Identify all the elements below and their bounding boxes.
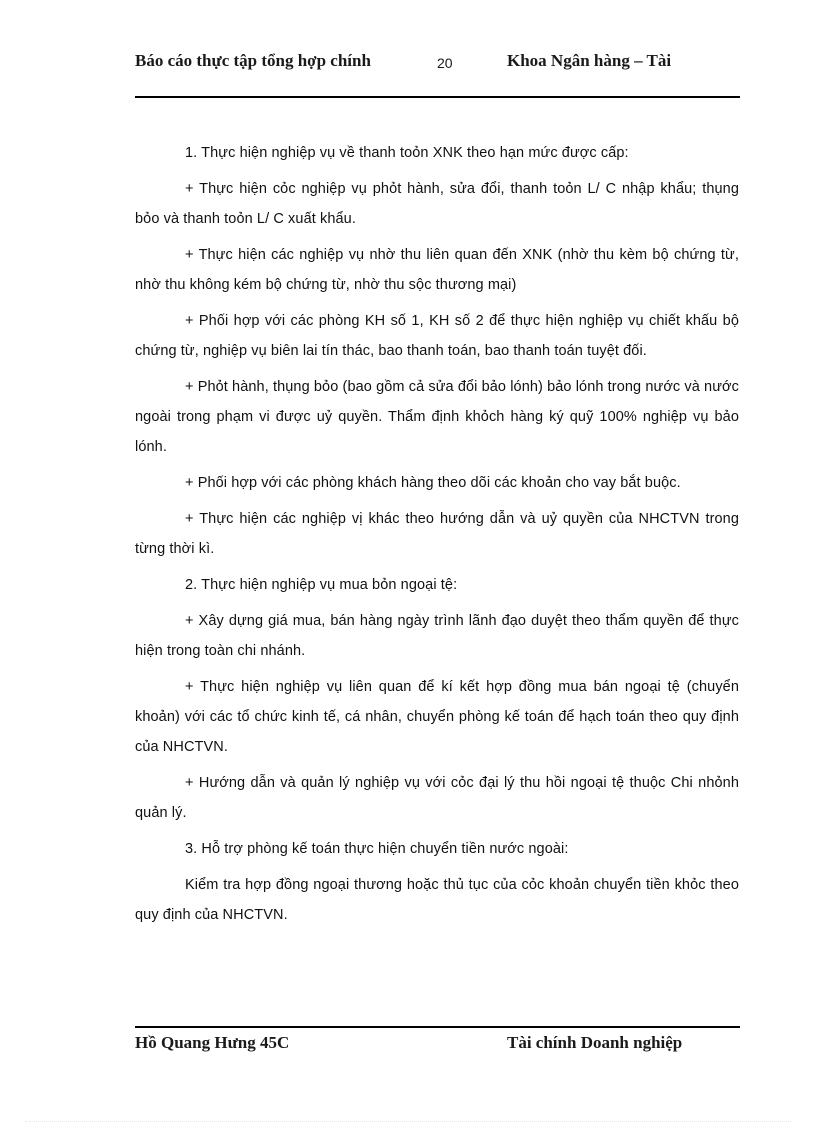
paragraph: + Thực hiện nghiệp vụ liên quan để kí kết hợp đồng mua bán ngoại tệ (chuyển khoản) với các tổ chức kinh tế, cá nhân, chuyển phòng kế toán để hạch toán theo quy định của NHCTVN. — [135, 679, 739, 755]
header-faculty: Khoa Ngân hàng – Tài — [507, 51, 672, 70]
page-bottom-divider — [25, 1121, 791, 1122]
paragraph: 3. Hỗ trợ phòng kế toán thực hiện chuyển tiền nước ngoài: — [185, 841, 569, 857]
paragraph: + Hướng dẫn và quản lý nghiệp vụ với cỏc đại lý thu hồi ngoại tệ thuộc Chi nhỏnh quản lý. — [135, 775, 739, 821]
paragraph: + Xây dựng giá mua, bán hàng ngày trình lãnh đạo duyệt theo thẩm quyền để thực hiện trong toàn chi nhánh. — [135, 613, 739, 659]
paragraph: + Thực hiện các nghiệp vị khác theo hướng dẫn và uỷ quyền của NHCTVN trong từng thời kì. — [135, 511, 739, 557]
paragraph: + Thực hiện cỏc nghiệp vụ phỏt hành, sửa đổi, thanh toỏn L/ C nhập khẩu; thụng bỏo và thanh toỏn L/ C xuất khẩu. — [135, 181, 739, 227]
paragraph: + Phối hợp với các phòng khách hàng theo dõi các khoản cho vay bắt buộc. — [185, 475, 681, 491]
paragraph: + Phỏt hành, thụng bỏo (bao gồm cả sửa đổi bảo lónh) bảo lónh trong nước và nước ngoài trong phạm vi được uỷ quyền. Thẩm định khỏch hàng ký quỹ 100% nghiệp vụ bảo lónh. — [135, 379, 739, 455]
paragraph: + Thực hiện các nghiệp vụ nhờ thu liên quan đến XNK (nhờ thu kèm bộ chứng từ, nhờ thu không kém bộ chứng từ, nhờ thu sộc thương mại) — [135, 247, 739, 293]
page-number: 20 — [437, 55, 453, 71]
paragraph: + Phối hợp với các phòng KH số 1, KH số 2 để thực hiện nghiệp vụ chiết khấu bộ chứng từ, nghiệp vụ biên lai tín thác, bao thanh toán, bao thanh toán tuyệt đối. — [135, 313, 739, 359]
page-header — [135, 50, 740, 98]
page-footer — [135, 1026, 740, 1084]
paragraph: 1. Thực hiện nghiệp vụ về thanh toỏn XNK theo hạn mức được cấp: — [185, 145, 629, 161]
footer-author: Hồ Quang Hưng 45C — [135, 1033, 290, 1052]
header-report-title: Báo cáo thực tập tổng hợp chính — [135, 51, 371, 70]
document-body — [135, 138, 739, 936]
paragraph: Kiểm tra hợp đồng ngoại thương hoặc thủ tục của cỏc khoản chuyển tiền khỏc theo quy định của NHCTVN. — [135, 877, 739, 923]
paragraph: 2. Thực hiện nghiệp vụ mua bỏn ngoại tệ: — [185, 577, 458, 593]
footer-department: Tài chính Doanh nghiệp — [507, 1033, 683, 1052]
